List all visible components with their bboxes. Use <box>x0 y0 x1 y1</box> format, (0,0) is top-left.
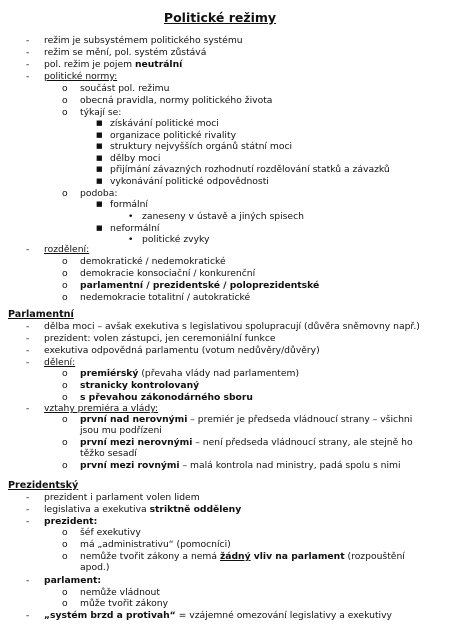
list-item: prezident: volen zástupci, jen ceremoniální funkce <box>44 333 276 344</box>
list-item: demokracie konsociační / konkurenční <box>80 268 256 279</box>
list-item: pol. režim je pojem neutrální <box>44 59 183 70</box>
bullet-dash: - <box>26 321 30 332</box>
bullet-circle: o <box>62 392 68 403</box>
bullet-circle: o <box>62 587 68 598</box>
bullet-square: ■ <box>96 165 103 173</box>
bullet-circle: o <box>62 551 68 562</box>
bullet-circle: o <box>62 368 68 379</box>
list-item: neformální <box>110 223 160 234</box>
bullet-circle: o <box>62 598 68 609</box>
list-item: režim se mění, pol. systém zůstává <box>44 47 207 58</box>
bullet-dot: • <box>128 211 134 222</box>
bullet-dash: - <box>26 71 30 82</box>
list-item: politické normy: <box>44 71 118 82</box>
list-item: dělení: <box>44 357 76 368</box>
bullet-circle: o <box>62 414 68 425</box>
list-item: první mezi rovnými – malá kontrola nad ministry, padá spolu s nimi <box>80 460 401 471</box>
list-item: demokratické / nedemokratické <box>80 256 226 267</box>
list-item: stranicky kontrolovaný <box>80 380 200 391</box>
bullet-square: ■ <box>96 200 103 208</box>
bullet-dash: - <box>26 59 30 70</box>
list-item: „systém brzd a protivah“ = vzájemné omezování legislativy a exekutivy <box>44 610 392 621</box>
list-item: šéf exekutivy <box>80 527 141 538</box>
list-item: rozdělení: <box>44 244 90 255</box>
section-heading: Prezidentský <box>8 480 79 491</box>
list-item: nedemokracie totalitní / autokratické <box>80 292 251 303</box>
bullet-circle: o <box>62 380 68 391</box>
list-item: součást pol. režimu <box>80 83 170 94</box>
bullet-circle: o <box>62 292 68 303</box>
bullet-circle: o <box>62 437 68 448</box>
bullet-circle: o <box>62 268 68 279</box>
list-item: dělby moci <box>110 153 161 164</box>
bullet-circle: o <box>62 256 68 267</box>
bullet-dash: - <box>26 35 30 46</box>
list-item: obecná pravidla, normy politického života <box>80 95 273 106</box>
bullet-circle: o <box>62 188 68 199</box>
list-item: parlamentní / prezidentské / poloprezidentské <box>80 280 320 291</box>
list-item: politické zvyky <box>142 234 210 245</box>
bullet-circle: o <box>62 460 68 471</box>
bullet-dash: - <box>26 357 30 368</box>
bullet-circle: o <box>62 280 68 291</box>
bullet-dash: - <box>26 47 30 58</box>
list-item: nemůže vládnout <box>80 587 160 598</box>
page-title: Politické režimy <box>163 10 277 25</box>
bullet-circle: o <box>62 527 68 538</box>
list-item: získávání politické moci <box>110 118 219 129</box>
bullet-dash: - <box>26 492 30 503</box>
list-item: přijímání závazných rozhodnutí rozdělování statků a závazků <box>110 164 390 175</box>
bullet-dash: - <box>26 516 30 527</box>
list-item: prezident: <box>44 516 98 527</box>
list-item: organizace politické rivality <box>110 130 237 141</box>
section-heading: Parlamentní <box>8 309 74 320</box>
list-item: zaneseny v ústavě a jiných spisech <box>142 211 304 222</box>
list-item: dělba moci – avšak exekutiva s legislativou spolupracují (důvěra sněmovny např.) <box>44 321 420 332</box>
bullet-square: ■ <box>96 224 103 232</box>
list-item: může tvořit zákony <box>80 598 169 609</box>
bullet-square: ■ <box>96 119 103 127</box>
list-item-continuation: jsou mu podřízeni <box>80 425 162 436</box>
bullet-dash: - <box>26 244 30 255</box>
list-item: s převahou zákonodárného sboru <box>80 392 253 403</box>
bullet-dash: - <box>26 504 30 515</box>
bullet-dash: - <box>26 345 30 356</box>
list-item-continuation: těžko sesadí <box>80 448 137 459</box>
list-item: parlament: <box>44 575 102 586</box>
list-item: formální <box>110 199 148 210</box>
list-item: režim je subsystémem politického systému <box>44 35 243 46</box>
bullet-square: ■ <box>96 131 103 139</box>
bullet-circle: o <box>62 539 68 550</box>
list-item: první mezi nerovnými – není předseda vládnoucí strany, ale stejně ho <box>80 437 413 448</box>
list-item: vztahy premiéra a vlády: <box>44 403 159 414</box>
bullet-circle: o <box>62 107 68 118</box>
list-item: legislativa a exekutiva striktně odděleny <box>44 504 242 515</box>
bullet-dash: - <box>26 610 30 621</box>
list-item: nemůže tvořit zákony a nemá žádný vliv na parlament (rozpouštění <box>80 551 405 562</box>
list-item: první nad nerovnými – premiér je předseda vládnoucí strany – všichni <box>80 414 413 425</box>
list-item: premiérský (převaha vlády nad parlamentem) <box>80 368 300 379</box>
list-item: podoba: <box>80 188 118 199</box>
bullet-dash: - <box>26 575 30 586</box>
list-item-continuation: apod.) <box>80 562 110 573</box>
list-item: týkají se: <box>80 107 122 118</box>
list-item: exekutiva odpovědná parlamentu (votum nedůvěry/důvěry) <box>44 345 320 356</box>
list-item: prezident i parlament volen lidem <box>44 492 200 503</box>
list-item: má „administrativu“ (pomocníci) <box>80 539 231 550</box>
bullet-dash: - <box>26 333 30 344</box>
list-item: struktury nejvyšších orgánů státní moci <box>110 141 293 152</box>
bullet-dot: • <box>128 234 134 245</box>
list-item: vykonávání politické odpovědnosti <box>110 176 269 187</box>
bullet-square: ■ <box>96 177 103 185</box>
bullet-square: ■ <box>96 142 103 150</box>
bullet-circle: o <box>62 95 68 106</box>
bullet-square: ■ <box>96 154 103 162</box>
bullet-dash: - <box>26 403 30 414</box>
bullet-circle: o <box>62 83 68 94</box>
